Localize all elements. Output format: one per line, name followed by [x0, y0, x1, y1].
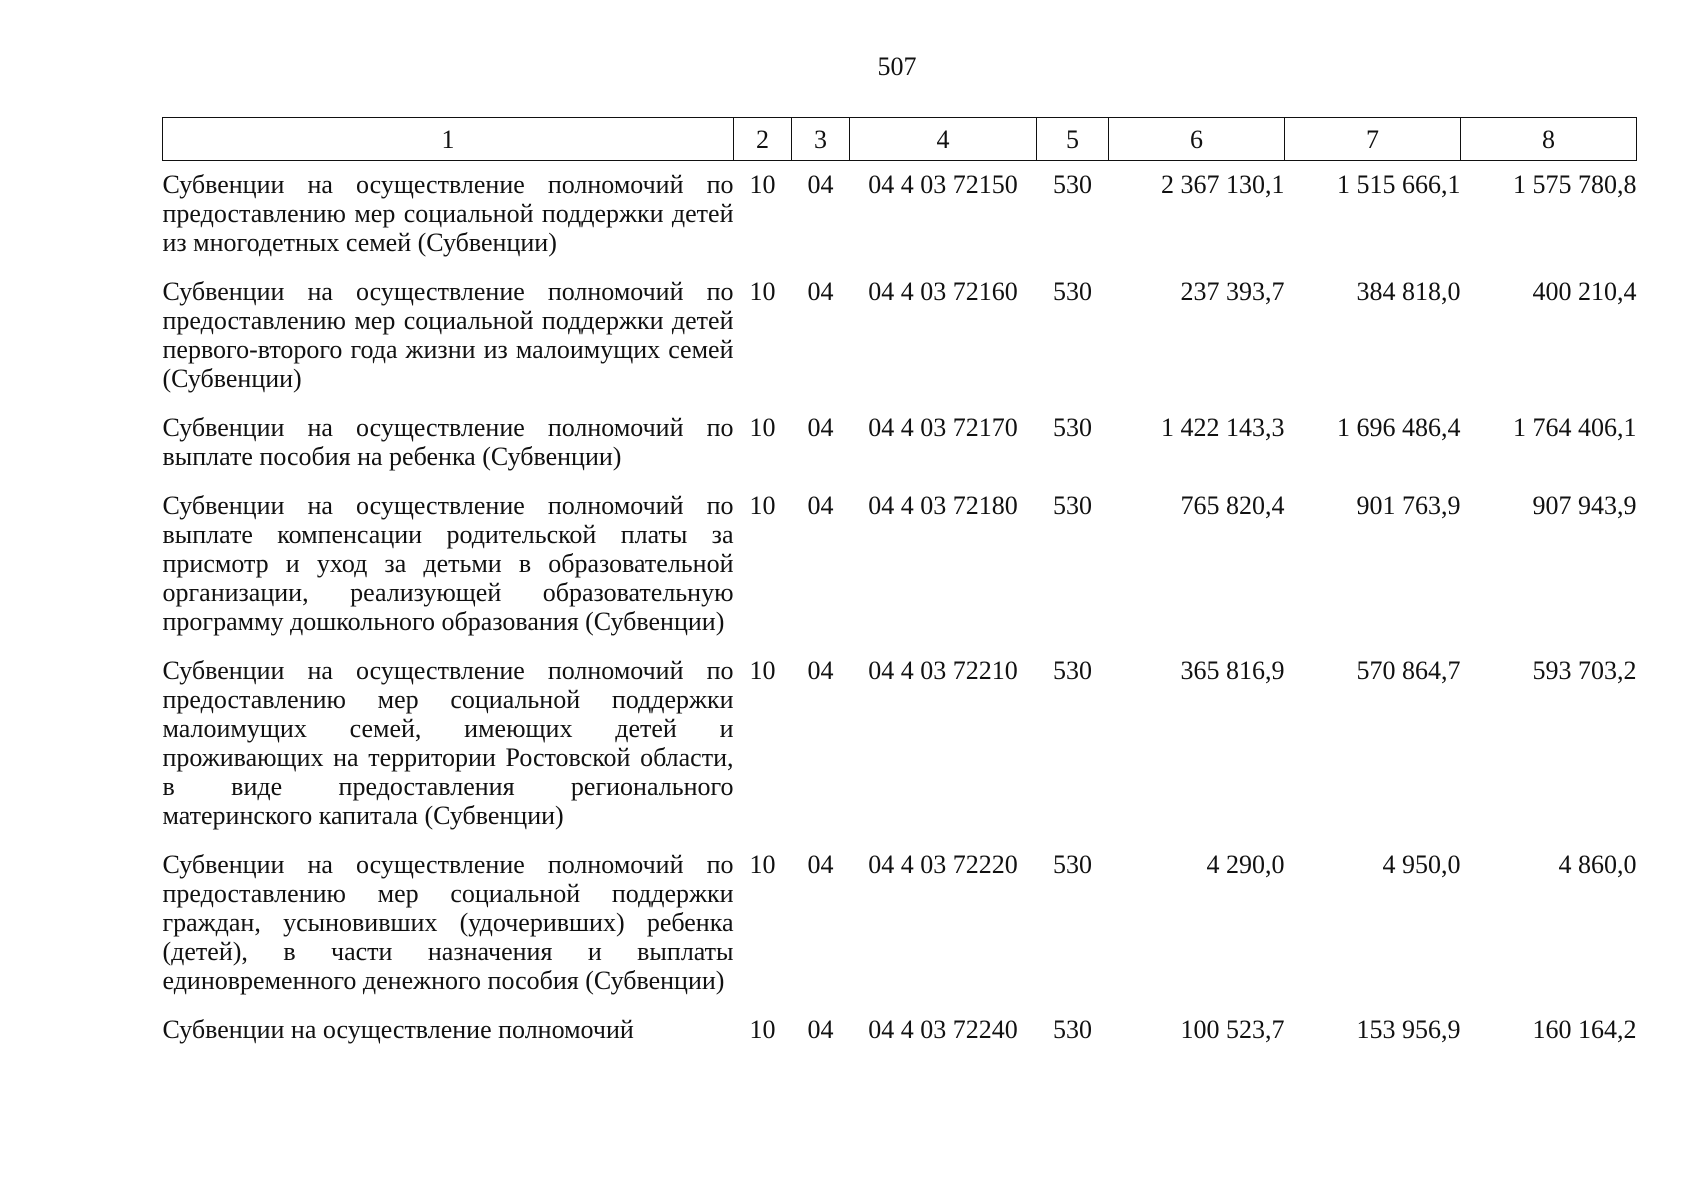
row-amount-col7: 384 818,0 [1356, 277, 1461, 306]
row-section-code: 10 [749, 850, 776, 879]
row-section-code: 10 [749, 413, 776, 442]
row-amount-col7: 570 864,7 [1356, 656, 1461, 685]
row-section-code: 10 [749, 656, 776, 685]
column-header-1: 1 [163, 118, 734, 161]
row-amount-col6: 365 816,9 [1180, 656, 1285, 685]
row-section-code: 10 [749, 170, 776, 199]
row-description: Субвенции на осуществление полномочий по предоставлению мер социальной поддержки детей из многодетных семей (Субвенции) [162, 170, 734, 257]
row-subsection-code: 04 [807, 413, 834, 442]
column-header-8: 8 [1461, 118, 1637, 161]
row-amount-col6: 237 393,7 [1180, 277, 1285, 306]
row-expense-type: 530 [1053, 491, 1092, 520]
table-row [163, 841, 1637, 1006]
header-row [163, 118, 1637, 161]
row-amount-col7: 901 763,9 [1356, 491, 1461, 520]
row-subsection-code: 04 [807, 170, 834, 199]
table-row [163, 268, 1637, 404]
row-subsection-code: 04 [807, 491, 834, 520]
row-target-article: 04 4 03 72210 [868, 656, 1018, 685]
row-target-article: 04 4 03 72150 [868, 170, 1018, 199]
page-number: 507 [877, 52, 917, 81]
column-header-2: 2 [734, 118, 792, 161]
budget-table [162, 117, 1637, 1055]
row-expense-type: 530 [1053, 170, 1092, 199]
row-amount-col6: 1 422 143,3 [1161, 413, 1285, 442]
table-row [163, 1006, 1637, 1055]
row-section-code: 10 [749, 1015, 776, 1044]
row-amount-col8: 907 943,9 [1532, 491, 1637, 520]
row-amount-col7: 1 515 666,1 [1337, 170, 1461, 199]
row-target-article: 04 4 03 72160 [868, 277, 1018, 306]
row-amount-col6: 4 290,0 [1206, 850, 1285, 879]
row-expense-type: 530 [1053, 656, 1092, 685]
table-row [163, 482, 1637, 647]
row-amount-col8: 1 764 406,1 [1513, 413, 1637, 442]
table-header [163, 118, 1637, 161]
column-header-3: 3 [792, 118, 850, 161]
row-description: Субвенции на осуществление полномочий по предоставлению мер социальной поддержки малоимущих семей, имеющих детей и проживающих на территории Ростовской области, в виде предоставления регионального материнского капитала (Субвенции) [162, 656, 734, 830]
row-amount-col8: 160 164,2 [1532, 1015, 1637, 1044]
row-section-code: 10 [749, 277, 776, 306]
row-target-article: 04 4 03 72240 [868, 1015, 1018, 1044]
row-subsection-code: 04 [807, 277, 834, 306]
row-expense-type: 530 [1053, 413, 1092, 442]
table-row [163, 647, 1637, 841]
row-expense-type: 530 [1053, 850, 1092, 879]
row-description: Субвенции на осуществление полномочий по выплате компенсации родительской платы за присмотр и уход за детьми в образовательной организации, реализующей образовательную программу дошкольного образования (Субвенции) [162, 491, 734, 636]
table-row [163, 161, 1637, 269]
row-description: Субвенции на осуществление полномочий по выплате пособия на ребенка (Субвенции) [162, 413, 734, 471]
row-amount-col7: 1 696 486,4 [1337, 413, 1461, 442]
row-amount-col6: 765 820,4 [1180, 491, 1285, 520]
row-subsection-code: 04 [807, 656, 834, 685]
column-header-7: 7 [1285, 118, 1461, 161]
row-amount-col8: 400 210,4 [1532, 277, 1637, 306]
row-amount-col7: 153 956,9 [1356, 1015, 1461, 1044]
row-amount-col8: 1 575 780,8 [1513, 170, 1637, 199]
row-description: Субвенции на осуществление полномочий по предоставлению мер социальной поддержки детей первого-второго года жизни из малоимущих семей (Субвенции) [162, 277, 734, 393]
row-target-article: 04 4 03 72220 [868, 850, 1018, 879]
row-subsection-code: 04 [807, 1015, 834, 1044]
row-amount-col6: 2 367 130,1 [1161, 170, 1285, 199]
column-header-5: 5 [1037, 118, 1109, 161]
row-description: Субвенции на осуществление полномочий по предоставлению мер социальной поддержки граждан, усыновивших (удочеривших) ребенка (детей), в части назначения и выплаты единовременного денежного пособия (Субвенции) [162, 850, 734, 995]
row-amount-col7: 4 950,0 [1382, 850, 1461, 879]
row-target-article: 04 4 03 72170 [868, 413, 1018, 442]
row-description: Субвенции на осуществление полномочий [162, 1015, 634, 1044]
row-amount-col6: 100 523,7 [1180, 1015, 1285, 1044]
column-header-6: 6 [1109, 118, 1285, 161]
row-expense-type: 530 [1053, 277, 1092, 306]
row-section-code: 10 [749, 491, 776, 520]
row-amount-col8: 593 703,2 [1532, 656, 1637, 685]
row-target-article: 04 4 03 72180 [868, 491, 1018, 520]
row-amount-col8: 4 860,0 [1558, 850, 1637, 879]
table-body [163, 161, 1637, 1056]
column-header-4: 4 [850, 118, 1037, 161]
row-expense-type: 530 [1053, 1015, 1092, 1044]
row-subsection-code: 04 [807, 850, 834, 879]
table-row [163, 404, 1637, 482]
